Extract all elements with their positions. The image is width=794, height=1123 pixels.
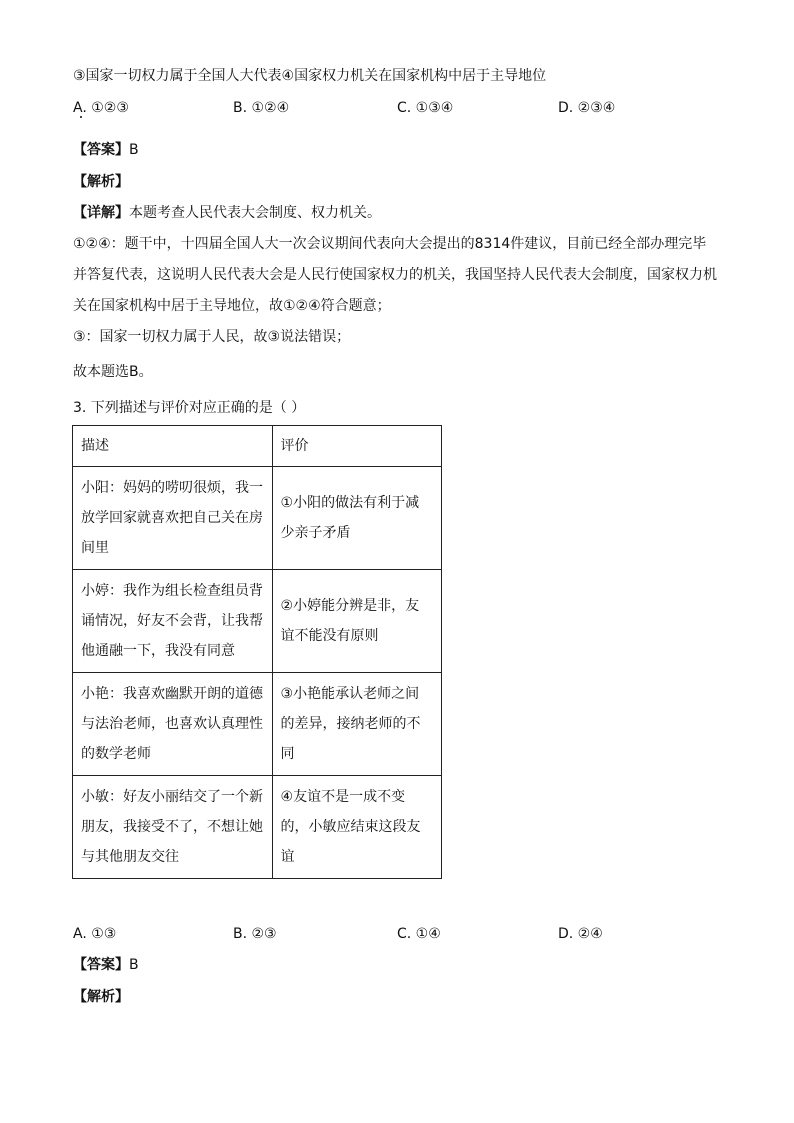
q2-detail-intro: 本题考查人民代表大会制度、权力机关。 (129, 205, 381, 221)
q2-detail-line (73, 203, 381, 223)
q2-option-a: A. ①②③ (73, 100, 129, 116)
table-row (73, 467, 442, 570)
q2-option-c: C. ①③④ (397, 100, 454, 116)
table-cell-description: 小婷：我作为组长检查组员背诵情况，好友不会背，让我帮他通融一下，我没有同意 (73, 570, 273, 673)
table-cell-description: 小阳：妈妈的唠叨很烦，我一放学回家就喜欢把自己关在房间里 (73, 467, 273, 570)
q3-options (73, 924, 713, 944)
table-header-evaluation: 评价 (272, 426, 441, 467)
table-cell-evaluation: ③小艳能承认老师之间的差异，接纳老师的不同 (272, 673, 441, 776)
q2-option-d: D. ②③④ (558, 100, 616, 116)
table-header-description: 描述 (73, 426, 273, 467)
q2-answer-value: B (129, 142, 139, 158)
table-row (73, 673, 442, 776)
q3-option-d: D. ②④ (558, 926, 603, 942)
q2-explain-line-1: ①②④：题干中，十四届全国人大一次会议期间代表向大会提出的8314件建议，目前已经全部办理完毕 (73, 236, 707, 252)
q2-option-b: B. ①②④ (233, 100, 290, 116)
q3-answer-tag: 【答案】 (73, 957, 129, 973)
table-row (73, 776, 442, 879)
table-cell-evaluation: ②小婷能分辨是非，友谊不能没有原则 (272, 570, 441, 673)
q3-analysis-tag: 【解析】 (73, 989, 129, 1005)
q3-option-c: C. ①④ (397, 926, 441, 942)
q3-option-a: A. ①③ (73, 926, 117, 942)
table-cell-description: 小艳：我喜欢幽默开朗的道德与法治老师，也喜欢认真理性的数学老师 (73, 673, 273, 776)
table-row (73, 570, 442, 673)
q2-options (73, 98, 713, 118)
table-cell-evaluation: ①小阳的做法有利于减少亲子矛盾 (272, 467, 441, 570)
q2-explain-line-3: 关在国家机构中居于主导地位，故①②④符合题意； (73, 298, 391, 314)
q3-answer-value: B (129, 957, 139, 973)
table-cell-description: 小敏：好友小丽结交了一个新朋友，我接受不了，不想让她与其他朋友交往 (73, 776, 273, 879)
table-cell-evaluation: ④友谊不是一成不变的，小敏应结束这段友谊 (272, 776, 441, 879)
q2-statement-line: ③国家一切权力属于全国人大代表④国家权力机关在国家机构中居于主导地位 (73, 68, 547, 84)
q3-option-b: B. ②③ (233, 926, 277, 942)
q3-answer-line (73, 955, 139, 975)
q2-analysis-tag: 【解析】 (73, 174, 129, 190)
q2-explain-line-2: 并答复代表，这说明人民代表大会是人民行使国家权力的机关，我国坚持人民代表大会制度，国家权力机 (73, 267, 717, 283)
q2-answer-line (73, 140, 139, 160)
q3-stem: 3. 下列描述与评价对应正确的是（ ） (73, 400, 306, 416)
q2-detail-tag: 【详解】 (73, 205, 129, 221)
q3-table (72, 425, 442, 879)
q2-answer-tag: 【答案】 (73, 142, 129, 158)
stray-mark (80, 116, 82, 118)
q2-explain-line-4: ③：国家一切权力属于人民，故③说法错误； (73, 329, 351, 345)
table-header-row (73, 426, 442, 467)
q2-conclusion: 故本题选B。 (73, 364, 153, 380)
